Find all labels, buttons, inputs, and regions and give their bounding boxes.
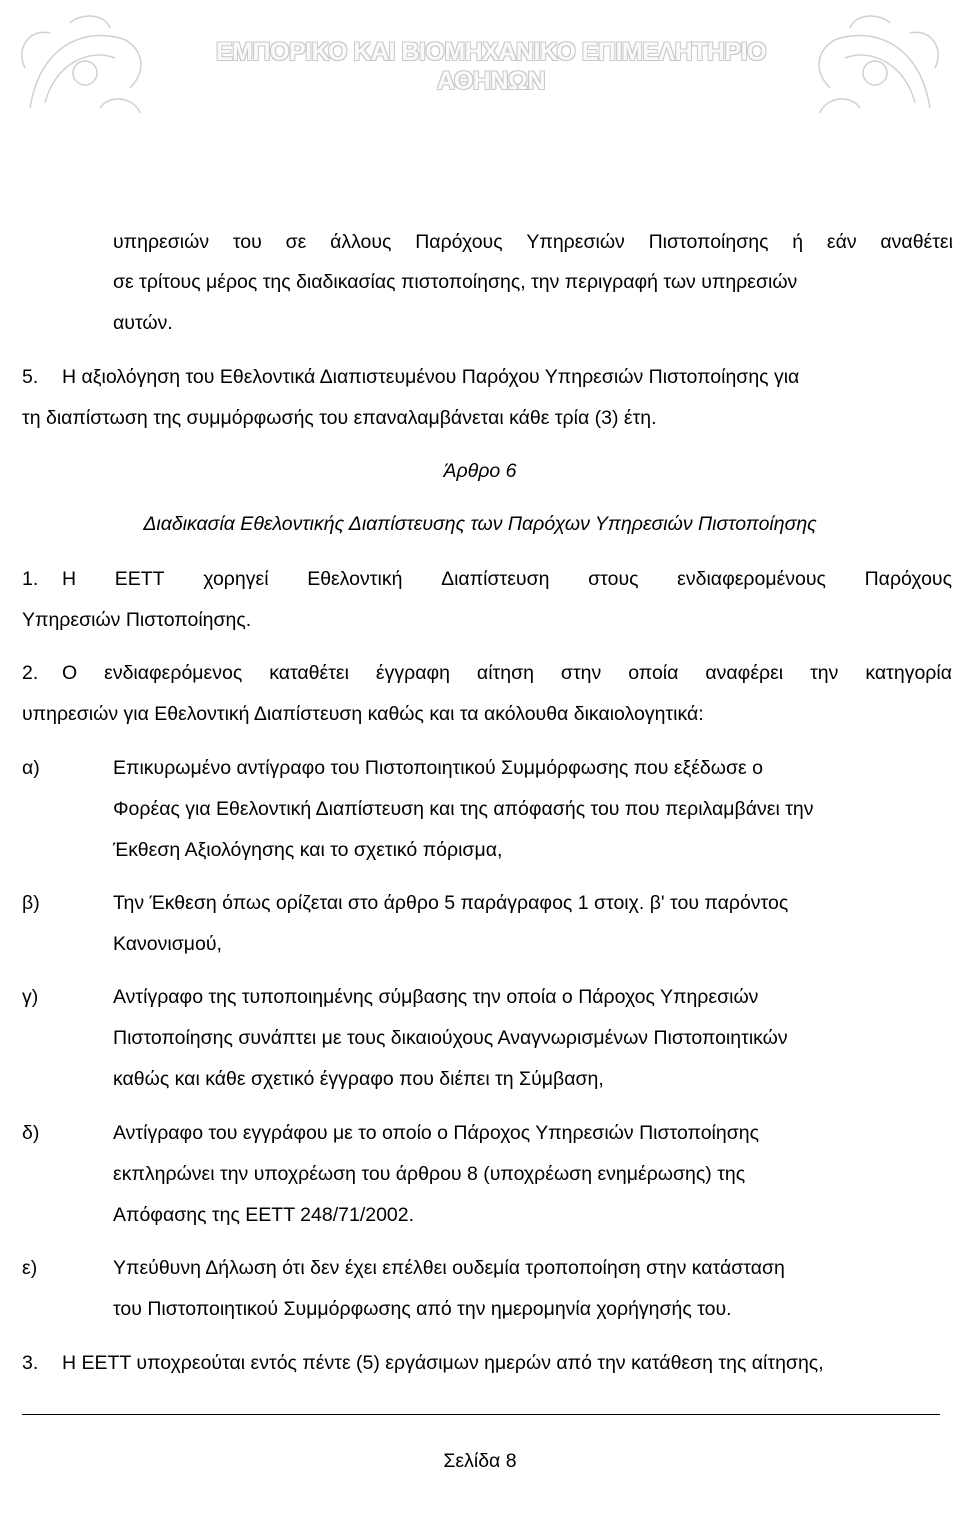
paragraph-5-line-1: Η αξιολόγηση του Εθελοντικά Διαπιστευμένου Παρόχου Υπηρεσιών Πιστοποίησης για [62,366,800,388]
paragraph-2-number: 2. [22,662,39,684]
list-item-label: β) [22,892,40,914]
paragraph-1-line-2: Υπηρεσιών Πιστοποίησης. [22,609,252,631]
intro-line-2: σε τρίτους μέρος της διαδικασίας πιστοποίησης, την περιγραφή των υπηρεσιών [113,271,798,293]
list-item-line: Αντίγραφο της τυποποιημένης σύμβασης την οποία ο Πάροχος Υπηρεσιών [113,986,759,1008]
right-ornament-icon [800,8,950,123]
list-item-label: γ) [22,986,39,1008]
paragraph-3-number: 3. [22,1352,39,1374]
list-item-line: καθώς και κάθε σχετικό έγγραφο που διέπει τη Σύμβαση, [113,1068,604,1090]
list-item-label: ε) [22,1257,38,1279]
list-item-line: Απόφασης της ΕΕΤΤ 248/71/2002. [113,1204,415,1226]
list-item-line: Κανονισμού, [113,933,222,955]
list-item-line: εκπληρώνει την υποχρέωση του άρθρου 8 (υποχρέωση ενημέρωσης) της [113,1163,746,1185]
left-ornament-icon [10,8,160,123]
paragraph-5-line-2: τη διαπίστωση της συμμόρφωσής του επαναλαμβάνεται κάθε τρία (3) έτη. [22,407,657,429]
paragraph-3-line-1: Η ΕΕΤΤ υποχρεούται εντός πέντε (5) εργάσιμων ημερών από την κατάθεση της αίτησης, [62,1352,824,1374]
list-item-line: του Πιστοποιητικού Συμμόρφωσης από την ημερομηνία χορήγησής του. [113,1298,732,1320]
list-item-line: Έκθεση Αξιολόγησης και το σχετικό πόρισμα, [113,839,503,861]
article-heading: Άρθρο 6 [443,460,517,482]
list-item-label: δ) [22,1122,40,1144]
watermark-text: ΕΜΠΟΡΙΚΟ ΚΑΙ ΒΙΟΜΗΧΑΝΙΚΟ ΕΠΙΜΕΛΗΤΗΡΙΟ ΑΘΗΝΩΝ [215,38,767,95]
paragraph-5-number: 5. [22,366,39,388]
paragraph-2-line-2: υπηρεσιών για Εθελοντική Διαπίστευση καθώς και τα ακόλουθα δικαιολογητικά: [22,703,704,725]
list-item-line: Πιστοποίησης συνάπτει με τους δικαιούχους Αναγνωρισμένων Πιστοποιητικών [113,1027,788,1049]
intro-line-3: αυτών. [113,312,173,334]
article-title: Διαδικασία Εθελοντικής Διαπίστευσης των Παρόχων Υπηρεσιών Πιστοποίησης [143,513,817,535]
list-item-line: Αντίγραφο του εγγράφου με το οποίο ο Πάροχος Υπηρεσιών Πιστοποίησης [113,1122,759,1144]
intro-line-1: υπηρεσιών του σε άλλους Παρόχους Υπηρεσιών Πιστοποίησης ή εάν αναθέτει [113,231,953,253]
header-watermark [0,0,960,130]
list-item-label: α) [22,757,40,779]
paragraph-1-number: 1. [22,568,39,590]
page-number: Σελίδα 8 [443,1450,517,1472]
footer-divider [22,1414,940,1415]
list-item-line: Υπεύθυνη Δήλωση ότι δεν έχει επέλθει ουδεμία τροποποίηση στην κατάσταση [113,1257,785,1279]
list-item-line: Την Έκθεση όπως ορίζεται στο άρθρο 5 παράγραφος 1 στοιχ. β' του παρόντος [113,892,789,914]
list-item-line: Φορέας για Εθελοντική Διαπίστευση και της απόφασής του που περιλαμβάνει την [113,798,814,820]
paragraph-2-line-1: Ο ενδιαφερόμενος καταθέτει έγγραφη αίτηση στην οποία αναφέρει την κατηγορία [62,662,952,684]
list-item-line: Επικυρωμένο αντίγραφο του Πιστοποιητικού Συμμόρφωσης που εξέδωσε ο [113,757,764,779]
paragraph-1-line-1: Η ΕΕΤΤ χορηγεί Εθελοντική Διαπίστευση στους ενδιαφερομένους Παρόχους [62,568,952,590]
